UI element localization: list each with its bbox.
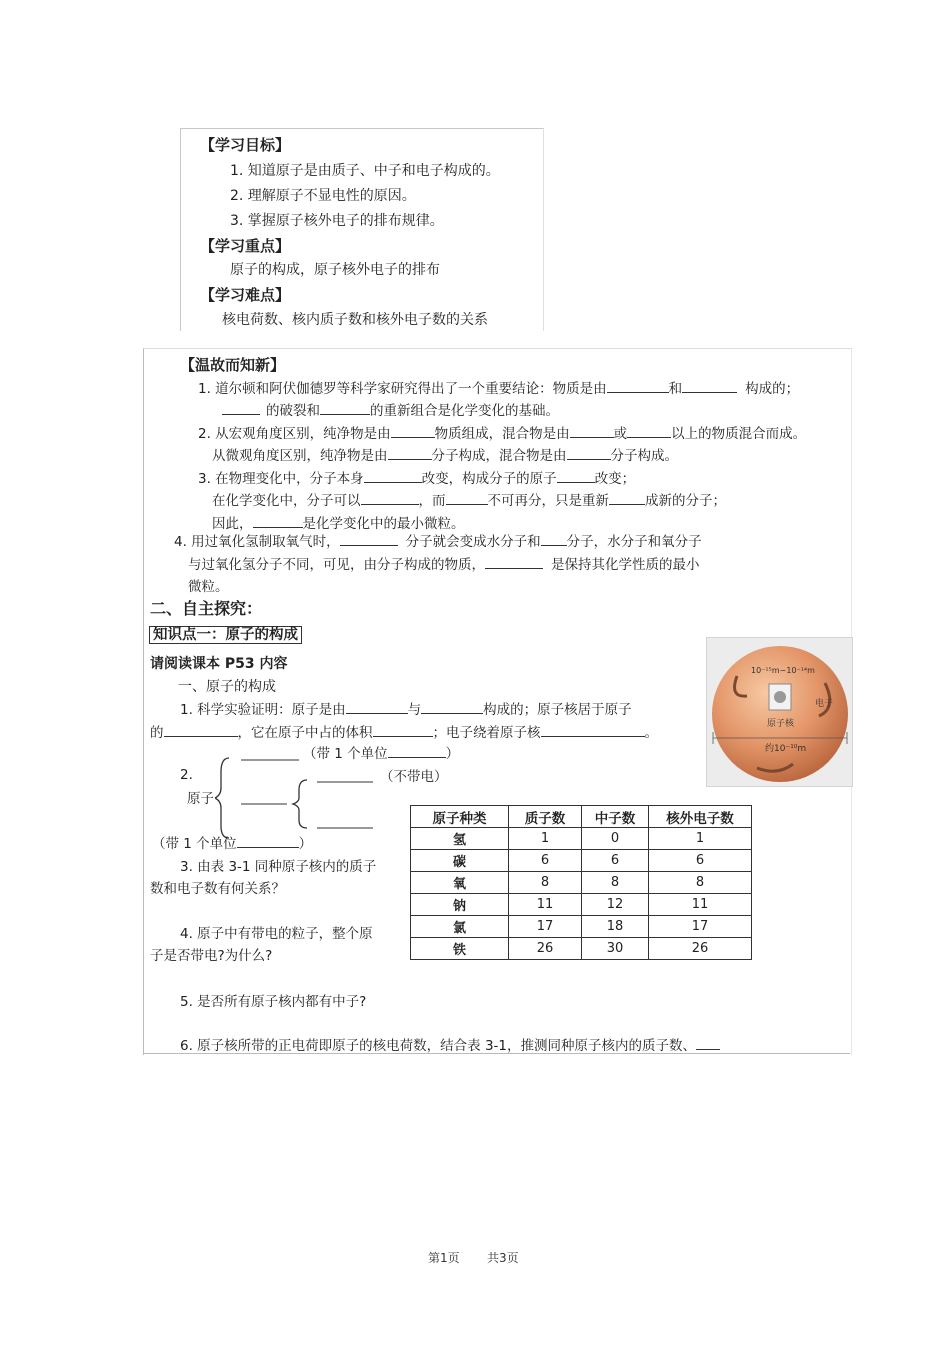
table-cell: 铁 (411, 938, 509, 960)
s6-text: 6. 原子核所带的正电荷即原子的核电荷数，结合表 3-1，推测同种原子核内的质子数、 (180, 1034, 720, 1054)
electron-label: 电子 (815, 699, 834, 709)
table-cell: 8 (582, 872, 649, 894)
table-cell: 碳 (411, 850, 509, 872)
key-point-text: 原子的构成，原子核外电子的排布 (230, 262, 440, 278)
goal-item-2: 2. 理解原子不显电性的原因。 (230, 188, 416, 204)
atom-table (410, 805, 752, 960)
goal-item-3: 3. 掌握原子核外电子的排布规律。 (230, 213, 444, 229)
table-row (411, 850, 752, 872)
table-cell: 17 (649, 916, 752, 938)
table-row (411, 872, 752, 894)
review-q3-line3: 因此， 是化学变化中的最小微粒。 (212, 512, 465, 532)
s2-number: 2. (180, 767, 193, 783)
table-cell: 6 (582, 850, 649, 872)
s1-line2: 的 ，它在原子中占的体积 ；电子绕着原子核 。 (150, 721, 658, 741)
topic-label: 知识点一：原子的构成 (149, 623, 302, 644)
table-cell: 6 (509, 850, 582, 872)
charge-negative: （带 1 个单位 ） (152, 832, 312, 852)
table-cell: 17 (509, 916, 582, 938)
table-cell: 11 (649, 894, 752, 916)
table-cell: 1 (509, 828, 582, 850)
s2-atom-label: 原子 (187, 791, 214, 807)
atom-sphere-graphic (707, 638, 852, 786)
difficulty-text: 核电荷数、核内质子数和核外电子数的关系 (222, 312, 488, 328)
review-q1-line2: 的破裂和 的重新组合是化学变化的基础。 (222, 399, 559, 419)
s3-line2: 数和电子数有何关系？ (150, 881, 285, 897)
table-cell: 12 (582, 894, 649, 916)
review-q2-line2: 从微观角度区别，纯净物是由 分子构成，混合物是由 分子构成。 (212, 444, 678, 464)
table-cell: 26 (649, 938, 752, 960)
review-q2-line1: 2. 从宏观角度区别，纯净物是由 物质组成，混合物是由 或 以上的物质混合而成。 (198, 422, 806, 442)
table-cell: 氯 (411, 916, 509, 938)
review-heading: 【温故而知新】 (180, 356, 286, 374)
difficulty-heading: 【学习难点】 (200, 286, 291, 304)
page-total: 共3页 (487, 1251, 519, 1265)
table-header: 核外电子数 (649, 806, 752, 828)
s5-text: 5. 是否所有原子核内都有中子? (180, 994, 367, 1010)
table-cell: 8 (649, 872, 752, 894)
nucleus-label: 原子核 (767, 719, 795, 729)
section-title: 一、原子的构成 (178, 679, 276, 695)
table-cell: 18 (582, 916, 649, 938)
key-point-heading: 【学习重点】 (200, 237, 291, 255)
review-q4-line2: 与过氧化氢分子不同，可见，由分子构成的物质， 是保持其化学性质的最小 (188, 553, 700, 573)
table-header: 质子数 (509, 806, 582, 828)
table-header: 中子数 (582, 806, 649, 828)
table-cell: 30 (582, 938, 649, 960)
table-row (411, 894, 752, 916)
table-cell: 1 (649, 828, 752, 850)
table-cell: 6 (649, 850, 752, 872)
table-cell: 氧 (411, 872, 509, 894)
goals-heading: 【学习目标】 (200, 136, 291, 154)
s4-line1: 4. 原子中有带电的粒子，整个原 (180, 926, 373, 942)
scale-top-label: 10⁻¹⁵m~10⁻¹⁴m (751, 666, 815, 675)
table-row (411, 828, 752, 850)
review-q1-line1: 1. 道尔顿和阿伏伽德罗等科学家研究得出了一个重要结论：物质是由 和 构成的； (198, 377, 799, 397)
s3-line1: 3. 由表 3-1 同种原子核内的质子 (180, 859, 377, 875)
table-cell: 0 (582, 828, 649, 850)
table-cell: 钠 (411, 894, 509, 916)
table-cell: 8 (509, 872, 582, 894)
table-header-row (411, 806, 752, 828)
s4-line2: 子是否带电?为什么? (150, 948, 273, 964)
explore-heading: 二、自主探究： (150, 599, 263, 618)
page-number: 第1页 (428, 1251, 460, 1265)
review-q3-line1: 3. 在物理变化中，分子本身 改变，构成分子的原子 改变； (198, 467, 635, 487)
charge-positive: （带 1 个单位 ） (303, 742, 459, 762)
scale-bottom-label: 约10⁻¹⁰m (765, 744, 807, 754)
read-instruction: 请阅读课本 P53 内容 (150, 656, 288, 672)
table-row (411, 916, 752, 938)
goal-item-1: 1. 知道原子是由质子、中子和电子构成的。 (230, 163, 500, 179)
review-q3-line2: 在化学变化中，分子可以 ，而 不可再分，只是重新 成新的分子； (212, 489, 726, 509)
atom-model-image (706, 637, 853, 787)
s1-line1: 1. 科学实验证明：原子是由 与 构成的；原子核居于原子 (180, 698, 632, 718)
table-cell: 11 (509, 894, 582, 916)
no-charge-label: （不带电） (380, 769, 448, 785)
review-q4-line1: 4. 用过氧化氢制取氧气时， 分子就会变成水分子和 分子，水分子和氧分子 (174, 530, 702, 550)
table-header: 原子种类 (411, 806, 509, 828)
table-row (411, 938, 752, 960)
table-cell: 氢 (411, 828, 509, 850)
table-cell: 26 (509, 938, 582, 960)
review-q4-line3: 微粒。 (188, 579, 229, 595)
